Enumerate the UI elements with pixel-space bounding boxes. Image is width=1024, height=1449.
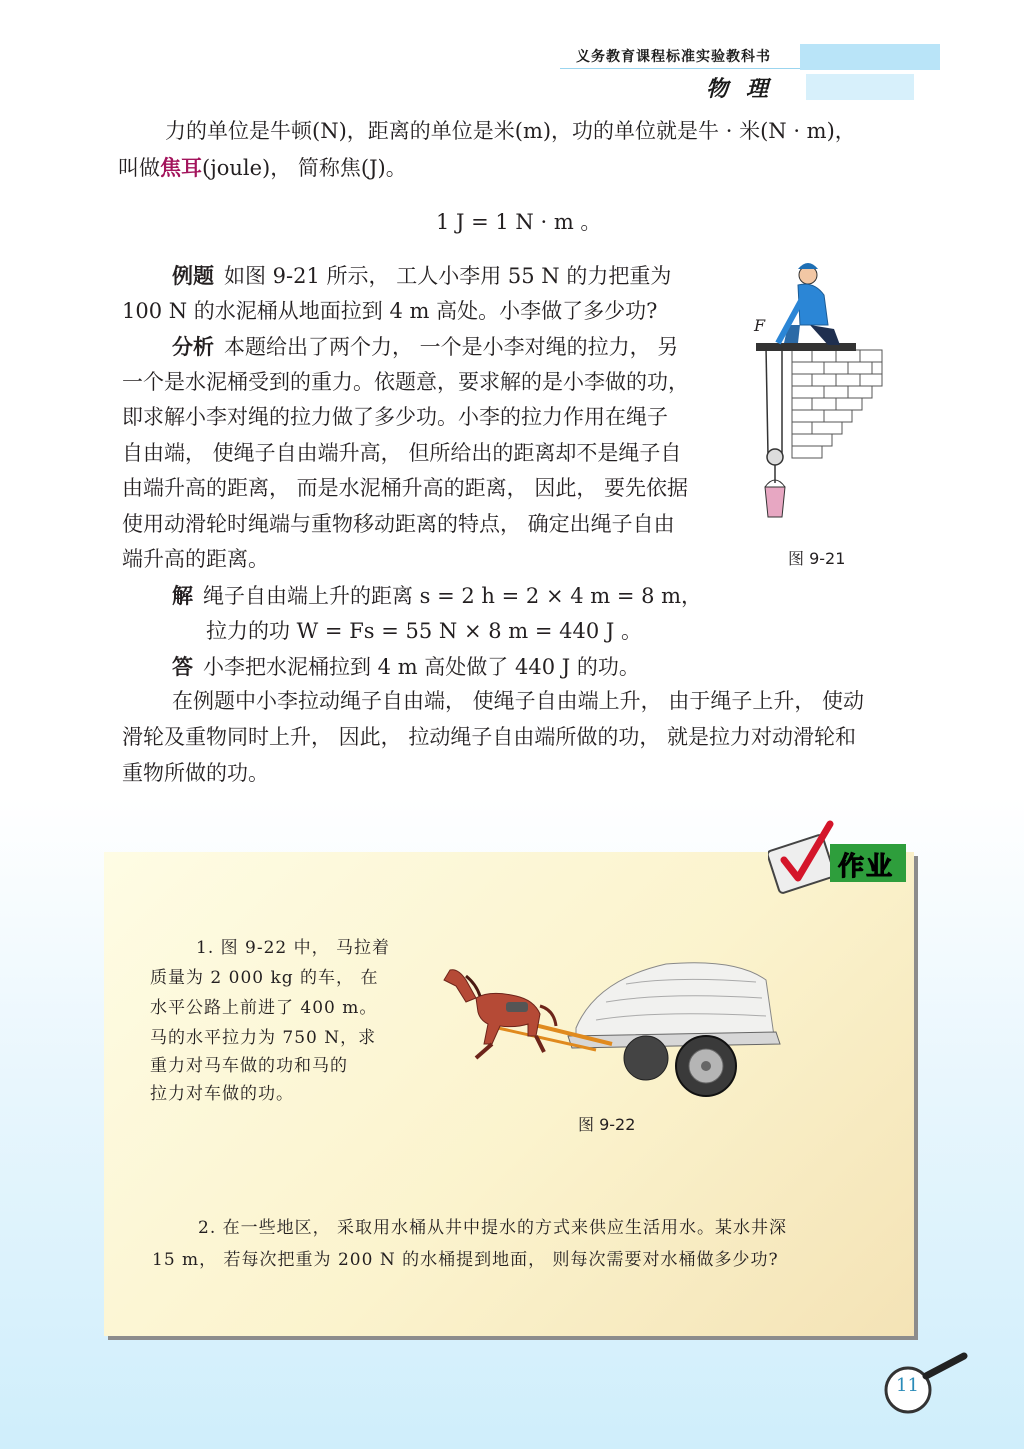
solution-line-2: 拉力的功 W = Fs = 55 N × 8 m = 440 J 。 — [206, 619, 642, 643]
definition-line-1: 力的单位是牛顿(N)，距离的单位是米(m)，功的单位就是牛 · 米(N · m)， — [165, 119, 856, 143]
series-title: 义务教育课程标准实验教科书 — [576, 49, 771, 65]
figure-9-22-caption: 图 9-22 — [578, 1115, 636, 1134]
question-2-line-1: 2. 在一些地区， 采取用水桶从井中提水的方式来供应生活用水。某水井深 — [198, 1218, 788, 1238]
definition-line-2: 叫做焦耳(joule)， 简称焦(J)。 — [118, 155, 407, 180]
analysis-line-3: 即求解小李对绳的拉力做了多少功。小李的拉力作用在绳子 — [122, 405, 668, 429]
answer-line: 答 小李把水泥桶拉到 4 m 高处做了 440 J 的功。 — [172, 655, 640, 679]
unit-formula: 1 J = 1 N · m 。 — [436, 210, 602, 234]
header-rule — [560, 68, 800, 69]
solution-line-1: 解 绳子自由端上升的距离 s = 2 h = 2 × 4 m = 8 m， — [172, 584, 703, 608]
figure-9-22-horse-cart — [436, 940, 786, 1100]
page-number: 11 — [896, 1375, 919, 1396]
analysis-line-1: 分析 本题给出了两个力， 一个是小李对绳的拉力， 另 — [172, 335, 679, 359]
subject-title: 物理 — [706, 76, 787, 102]
key-term-joule: 焦耳 — [160, 155, 202, 180]
analysis-line-6: 使用动滑轮时绳端与重物移动距离的特点， 确定出绳子自由 — [122, 512, 675, 536]
example-label: 例题 — [172, 264, 214, 288]
analysis-line-2: 一个是水泥桶受到的重力。依题意，要求解的是小李做的功， — [122, 370, 689, 394]
analysis-line-4: 自由端， 使绳子自由端升高， 但所给出的距离却不是绳子自 — [122, 441, 682, 465]
conclusion-line-1: 在例题中小李拉动绳子自由端， 使绳子自由端上升， 由于绳子上升， 使动 — [172, 689, 865, 713]
example-line-2: 100 N 的水泥桶从地面拉到 4 m 高处。小李做了多少功? — [122, 299, 658, 323]
analysis-label: 分析 — [172, 335, 214, 359]
figure-9-21-caption: 图 9-21 — [788, 549, 846, 568]
answer-label: 答 — [172, 655, 193, 679]
solution-label: 解 — [172, 584, 193, 608]
analysis-line-7: 端升高的距离。 — [122, 547, 269, 571]
question-2-line-2: 15 m， 若每次把重为 200 N 的水桶提到地面， 则每次需要对水桶做多少功? — [152, 1250, 779, 1270]
homework-label: 作业 — [838, 852, 895, 882]
question-1-line-2: 质量为 2 000 kg 的车， 在 — [150, 968, 379, 988]
header-accent-bar-secondary — [806, 74, 914, 100]
question-1-line-5: 重力对马车做的功和马的 — [150, 1056, 348, 1076]
conclusion-line-2: 滑轮及重物同时上升， 因此， 拉动绳子自由端所做的功， 就是拉力对动滑轮和 — [122, 725, 857, 749]
analysis-line-5: 由端升高的距离， 而是水泥桶升高的距离， 因此， 要先依据 — [122, 476, 689, 500]
question-1-line-3: 水平公路上前进了 400 m。 — [150, 998, 378, 1018]
question-1-line-4: 马的水平拉力为 750 N，求 — [150, 1028, 377, 1048]
question-1-line-1: 1. 图 9-22 中， 马拉着 — [196, 938, 391, 958]
force-label: F — [754, 316, 766, 335]
conclusion-line-3: 重物所做的功。 — [122, 761, 269, 785]
figure-9-21-worker-pulley — [748, 255, 888, 535]
question-1-line-6: 拉力对车做的功。 — [150, 1084, 294, 1104]
header-accent-bar — [800, 44, 940, 70]
example-line-1: 例题 如图 9-21 所示， 工人小李用 55 N 的力把重为 — [172, 264, 672, 288]
